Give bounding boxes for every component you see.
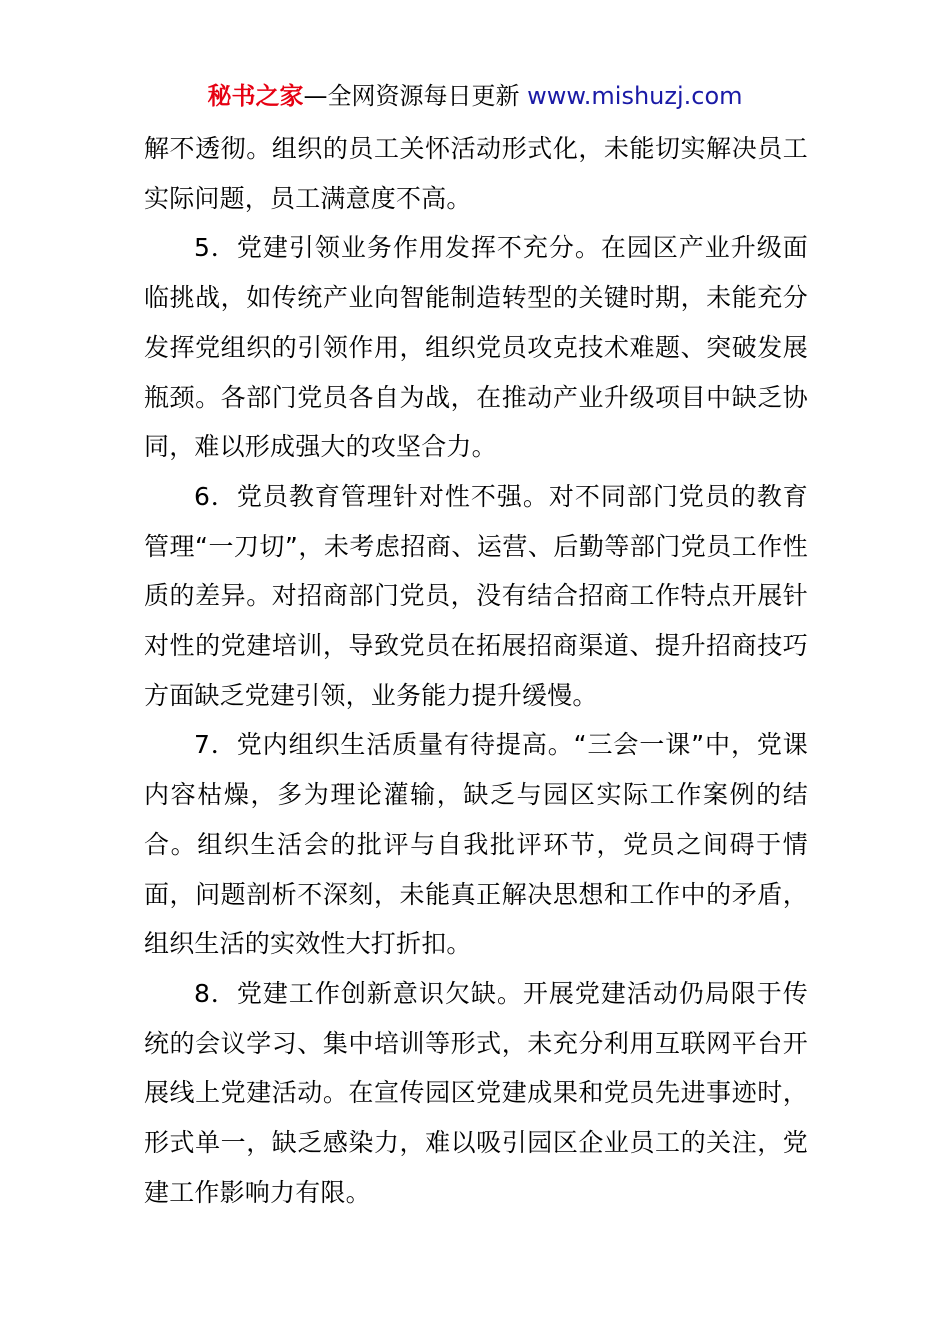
document-body bbox=[144, 124, 808, 1217]
page-header bbox=[0, 80, 950, 112]
site-tagline: —全网资源每日更新 bbox=[303, 82, 528, 110]
paragraph-item-5: 5．党建引领业务作用发挥不充分。在园区产业升级面临挑战，如传统产业向智能制造转型的关键时期，未能充分发挥党组织的引领作用，组织党员攻克技术难题、突破发展瓶颈。各部门党员各自为战，在推动产业升级项目中缺乏协同，难以形成强大的攻坚合力。 bbox=[144, 233, 808, 462]
paragraph-item-8: 8．党建工作创新意识欠缺。开展党建活动仍局限于传统的会议学习、集中培训等形式，未充分利用互联网平台开展线上党建活动。在宣传园区党建成果和党员先进事迹时，形式单一，缺乏感染力，难以吸引园区企业员工的关注，党建工作影响力有限。 bbox=[144, 978, 808, 1207]
paragraph-item-7: 7．党内组织生活质量有待提高。“三会一课”中，党课内容枯燥，多为理论灌输，缺乏与园区实际工作案例的结合。组织生活会的批评与自我批评环节，党员之间碍于情面，问题剖析不深刻，未能真正解决思想和工作中的矛盾，组织生活的实效性大打折扣。 bbox=[144, 730, 808, 959]
paragraph-item-6: 6．党员教育管理针对性不强。对不同部门党员的教育管理“一刀切”，未考虑招商、运营、后勤等部门党员工作性质的差异。对招商部门党员，没有结合招商工作特点开展针对性的党建培训，导致党员在拓展招商渠道、提升招商技巧方面缺乏党建引领，业务能力提升缓慢。 bbox=[144, 481, 808, 710]
paragraph-continuation: 解不透彻。组织的员工关怀活动形式化，未能切实解决员工实际问题，员工满意度不高。 bbox=[144, 134, 808, 213]
site-url[interactable]: www.mishuzj.com bbox=[527, 82, 743, 110]
site-brand: 秘书之家 bbox=[207, 82, 304, 110]
